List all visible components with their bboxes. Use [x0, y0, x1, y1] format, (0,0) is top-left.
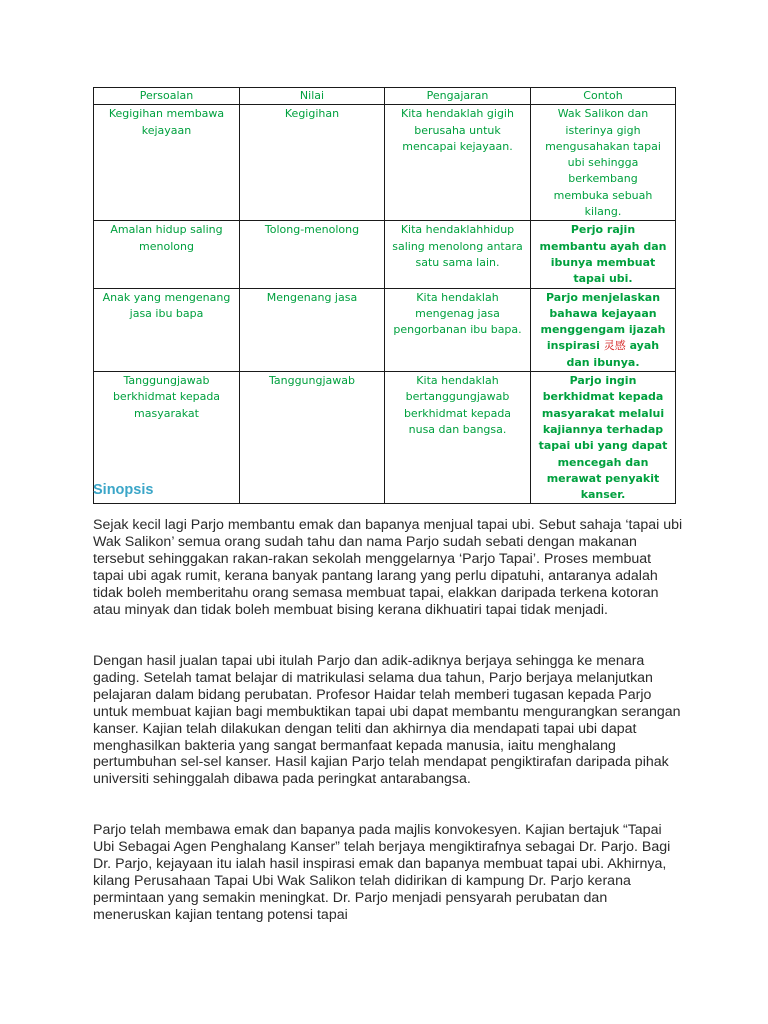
sinopsis-paragraph: Parjo telah membawa emak dan bapanya pada majlis konvokesyen. Kajian bertajuk “Tapai Ubi Sebagai Agen Penghalang Kanser” telah berjaya mengiktirafnya sebagai Dr. Parjo. Bagi Dr. Parjo, kejayaan itu ialah hasil inspirasi emak dan bapanya membuat tapai ubi. Akhirnya, kilang Perusahaan Tapai Ubi Wak Salikon telah didirikan di kampung Dr. Parjo kerana permintaan yang semakin meningkat. Dr. Parjo menjadi pensyarah perubatan dan meneruskan kajian tentang potensi tapai [93, 822, 671, 923]
sinopsis-heading: Sinopsis [93, 482, 154, 498]
sinopsis-paragraph: Dengan hasil jualan tapai ubi itulah Parjo dan adik-adiknya berjaya sehingga ke menara gading. Setelah tamat belajar di matrikulasi selama dua tahun, Parjo berjaya melanjutkan pelajaran dalam bidang perubatan. Profesor Haidar telah memberi tugasan kepada Parjo untuk membuat kajian bagi membuktikan tapai ubi dapat membantu mengurangkan serangan kanser. Kajian telah dilakukan dengan teliti dan akhirnya dia mendapati tapai ubi dapat menghasilkan bakteria yang sangat bermanfaat kepada manusia, iaitu menghalang pertumbuhan sel-sel kanser. Hasil kajian Parjo telah mendapat pengiktirafan daripada pihak universiti sehinggalah dibawa pada peringkat antarabangsa. [93, 653, 681, 788]
header-contoh: Contoh [531, 88, 676, 105]
cell-contoh: Parjo ingin berkhidmat kepada masyarakat melalui kajiannya terhadap tapai ubi yang dapat mencegah dan merawat penyakit kanser. [531, 372, 676, 504]
cell-pengajaran: Kita hendaklah mengenag jasa pengorbanan ibu bapa. [385, 288, 531, 371]
cell-contoh [531, 288, 676, 371]
table-row [94, 288, 676, 371]
cell-nilai: Tanggungjawab [240, 372, 385, 504]
cell-pengajaran: Kita hendaklahhidup saling menolong antara satu sama lain. [385, 221, 531, 288]
table-row [94, 372, 676, 504]
cell-persoalan: Amalan hidup saling menolong [94, 221, 240, 288]
contoh-text-before: Parjo menjelaskan bahawa kejayaan menggengam ijazah inspirasi [540, 290, 666, 353]
cell-pengajaran: Kita hendaklah bertanggungjawab berkhidmat kepada nusa dan bangsa. [385, 372, 531, 504]
header-pengajaran: Pengajaran [385, 88, 531, 105]
cell-contoh: Perjo rajin membantu ayah dan ibunya membuat tapai ubi. [531, 221, 676, 288]
cell-nilai: Mengenang jasa [240, 288, 385, 371]
values-table [93, 87, 676, 504]
table-row [94, 105, 676, 221]
header-persoalan: Persoalan [94, 88, 240, 105]
table-row [94, 221, 676, 288]
sinopsis-paragraph: Sejak kecil lagi Parjo membantu emak dan bapanya menjual tapai ubi. Sebut sahaja ‘tapai ubi Wak Salikon’ semua orang sudah tahu dan nama Parjo sudah sebati dengan makanan tersebut sehinggakan rakan-rakan sekolah menggelarnya ‘Parjo Tapai’. Proses membuat tapai ubi agak rumit, kerana banyak pantang larang yang perlu dipatuhi, antaranya adalah tidak boleh memberitahu orang semasa membuat tapai, elakkan daripada terkena kotoran atau minyak dan tidak boleh membuat bising kerana dikhuatiri tapai tidak menjadi. [93, 517, 683, 618]
header-nilai: Nilai [240, 88, 385, 105]
cell-nilai: Tolong-menolong [240, 221, 385, 288]
table-header-row [94, 88, 676, 105]
cell-persoalan: Kegigihan membawa kejayaan [94, 105, 240, 221]
cell-contoh: Wak Salikon dan isterinya gigh mengusahakan tapai ubi sehingga berkembang membuka sebuah kilang. [531, 105, 676, 221]
cell-pengajaran: Kita hendaklah gigih berusaha untuk mencapai kejayaan. [385, 105, 531, 221]
cell-persoalan: Anak yang mengenang jasa ibu bapa [94, 288, 240, 371]
contoh-text-after: ayah dan ibunya. [566, 339, 660, 369]
cell-nilai: Kegigihan [240, 105, 385, 221]
cell-persoalan: Tanggungjawab berkhidmat kepada masyarakat [94, 372, 240, 504]
kanji-inspirasi: 灵感 [603, 339, 626, 353]
